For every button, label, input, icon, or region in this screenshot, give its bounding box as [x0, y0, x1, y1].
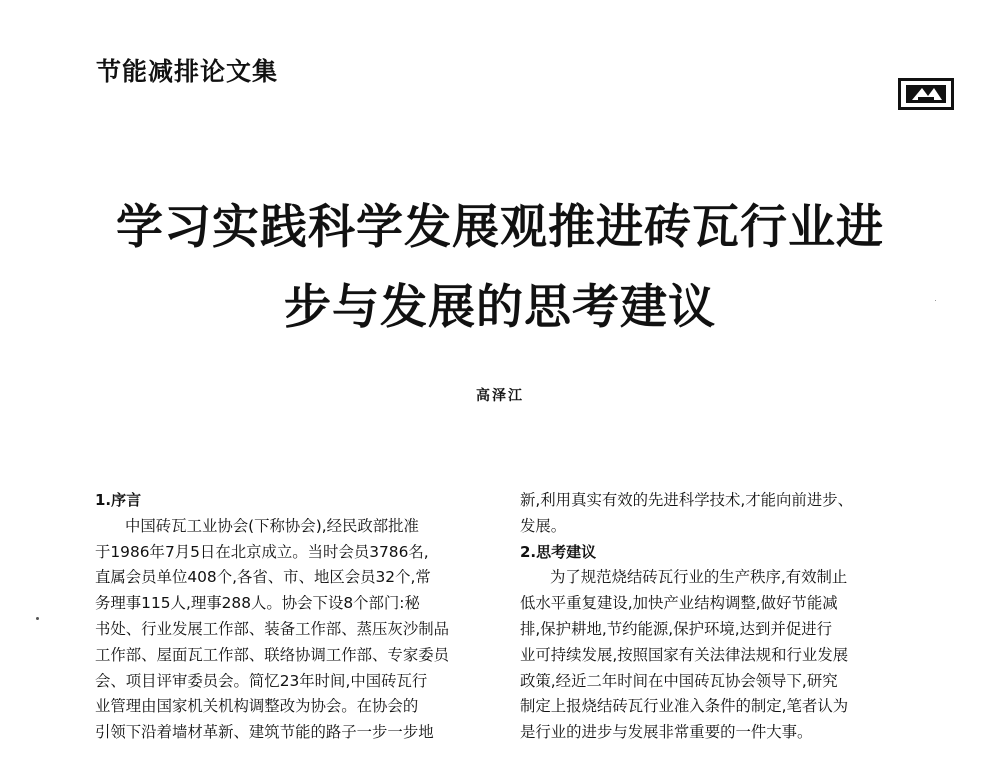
body-line: 新,利用真实有效的先进科学技术,才能向前进步、	[520, 491, 853, 509]
scan-speck	[36, 617, 39, 620]
body-line: 直属会员单位408个,各省、市、地区会员32个,常	[95, 568, 431, 587]
section-2-heading: 2.思考建议	[520, 542, 597, 561]
body-line: 发展。	[520, 516, 567, 535]
body-line: 制定上报烧结砖瓦行业准入条件的制定,笔者认为	[520, 697, 849, 716]
body-line: 是行业的进步与发展非常重要的一件大事。	[520, 723, 813, 742]
body-line: 会、项目评审委员会。简忆23年时间,中国砖瓦行	[95, 671, 428, 690]
article-title-line-2: 步与发展的思考建议	[284, 280, 716, 335]
body-line: 业可持续发展,按照国家有关法律法规和行业发展	[520, 645, 849, 664]
series-title: 节能减排论文集	[96, 57, 279, 86]
left-column	[95, 488, 495, 746]
journal-logo-icon	[898, 78, 954, 110]
body-line: 务理事115人,理事288人。协会下设8个部门:秘	[95, 594, 420, 613]
body-line: 书处、行业发展工作部、装备工作部、蒸压灰沙制品	[95, 619, 449, 638]
article-title-line-1: 学习实践科学发展观推进砖瓦行业进	[116, 200, 884, 255]
author-name: 高泽江	[476, 388, 524, 404]
scan-speck	[935, 300, 936, 301]
body-line: 政策,经近二年时间在中国砖瓦协会领导下,研究	[520, 671, 838, 690]
section-1-heading: 1.序言	[95, 491, 142, 509]
body-line: 排,保护耕地,节约能源,保护环境,达到并促进行	[520, 619, 832, 638]
body-line: 引领下沿着墙材革新、建筑节能的路子一步一步地	[95, 723, 434, 742]
right-column	[520, 488, 915, 746]
body-line: 中国砖瓦工业协会(下称协会),经民政部批准	[125, 516, 419, 535]
body-line: 于1986年7月5日在北京成立。当时会员3786名,	[95, 542, 429, 561]
body-line: 低水平重复建设,加快产业结构调整,做好节能减	[520, 594, 838, 613]
body-line: 业管理由国家机关机构调整改为协会。在协会的	[95, 697, 419, 716]
body-line: 为了规范烧结砖瓦行业的生产秩序,有效制止	[550, 568, 848, 587]
body-line: 工作部、屋面瓦工作部、联络协调工作部、专家委员	[95, 645, 449, 664]
